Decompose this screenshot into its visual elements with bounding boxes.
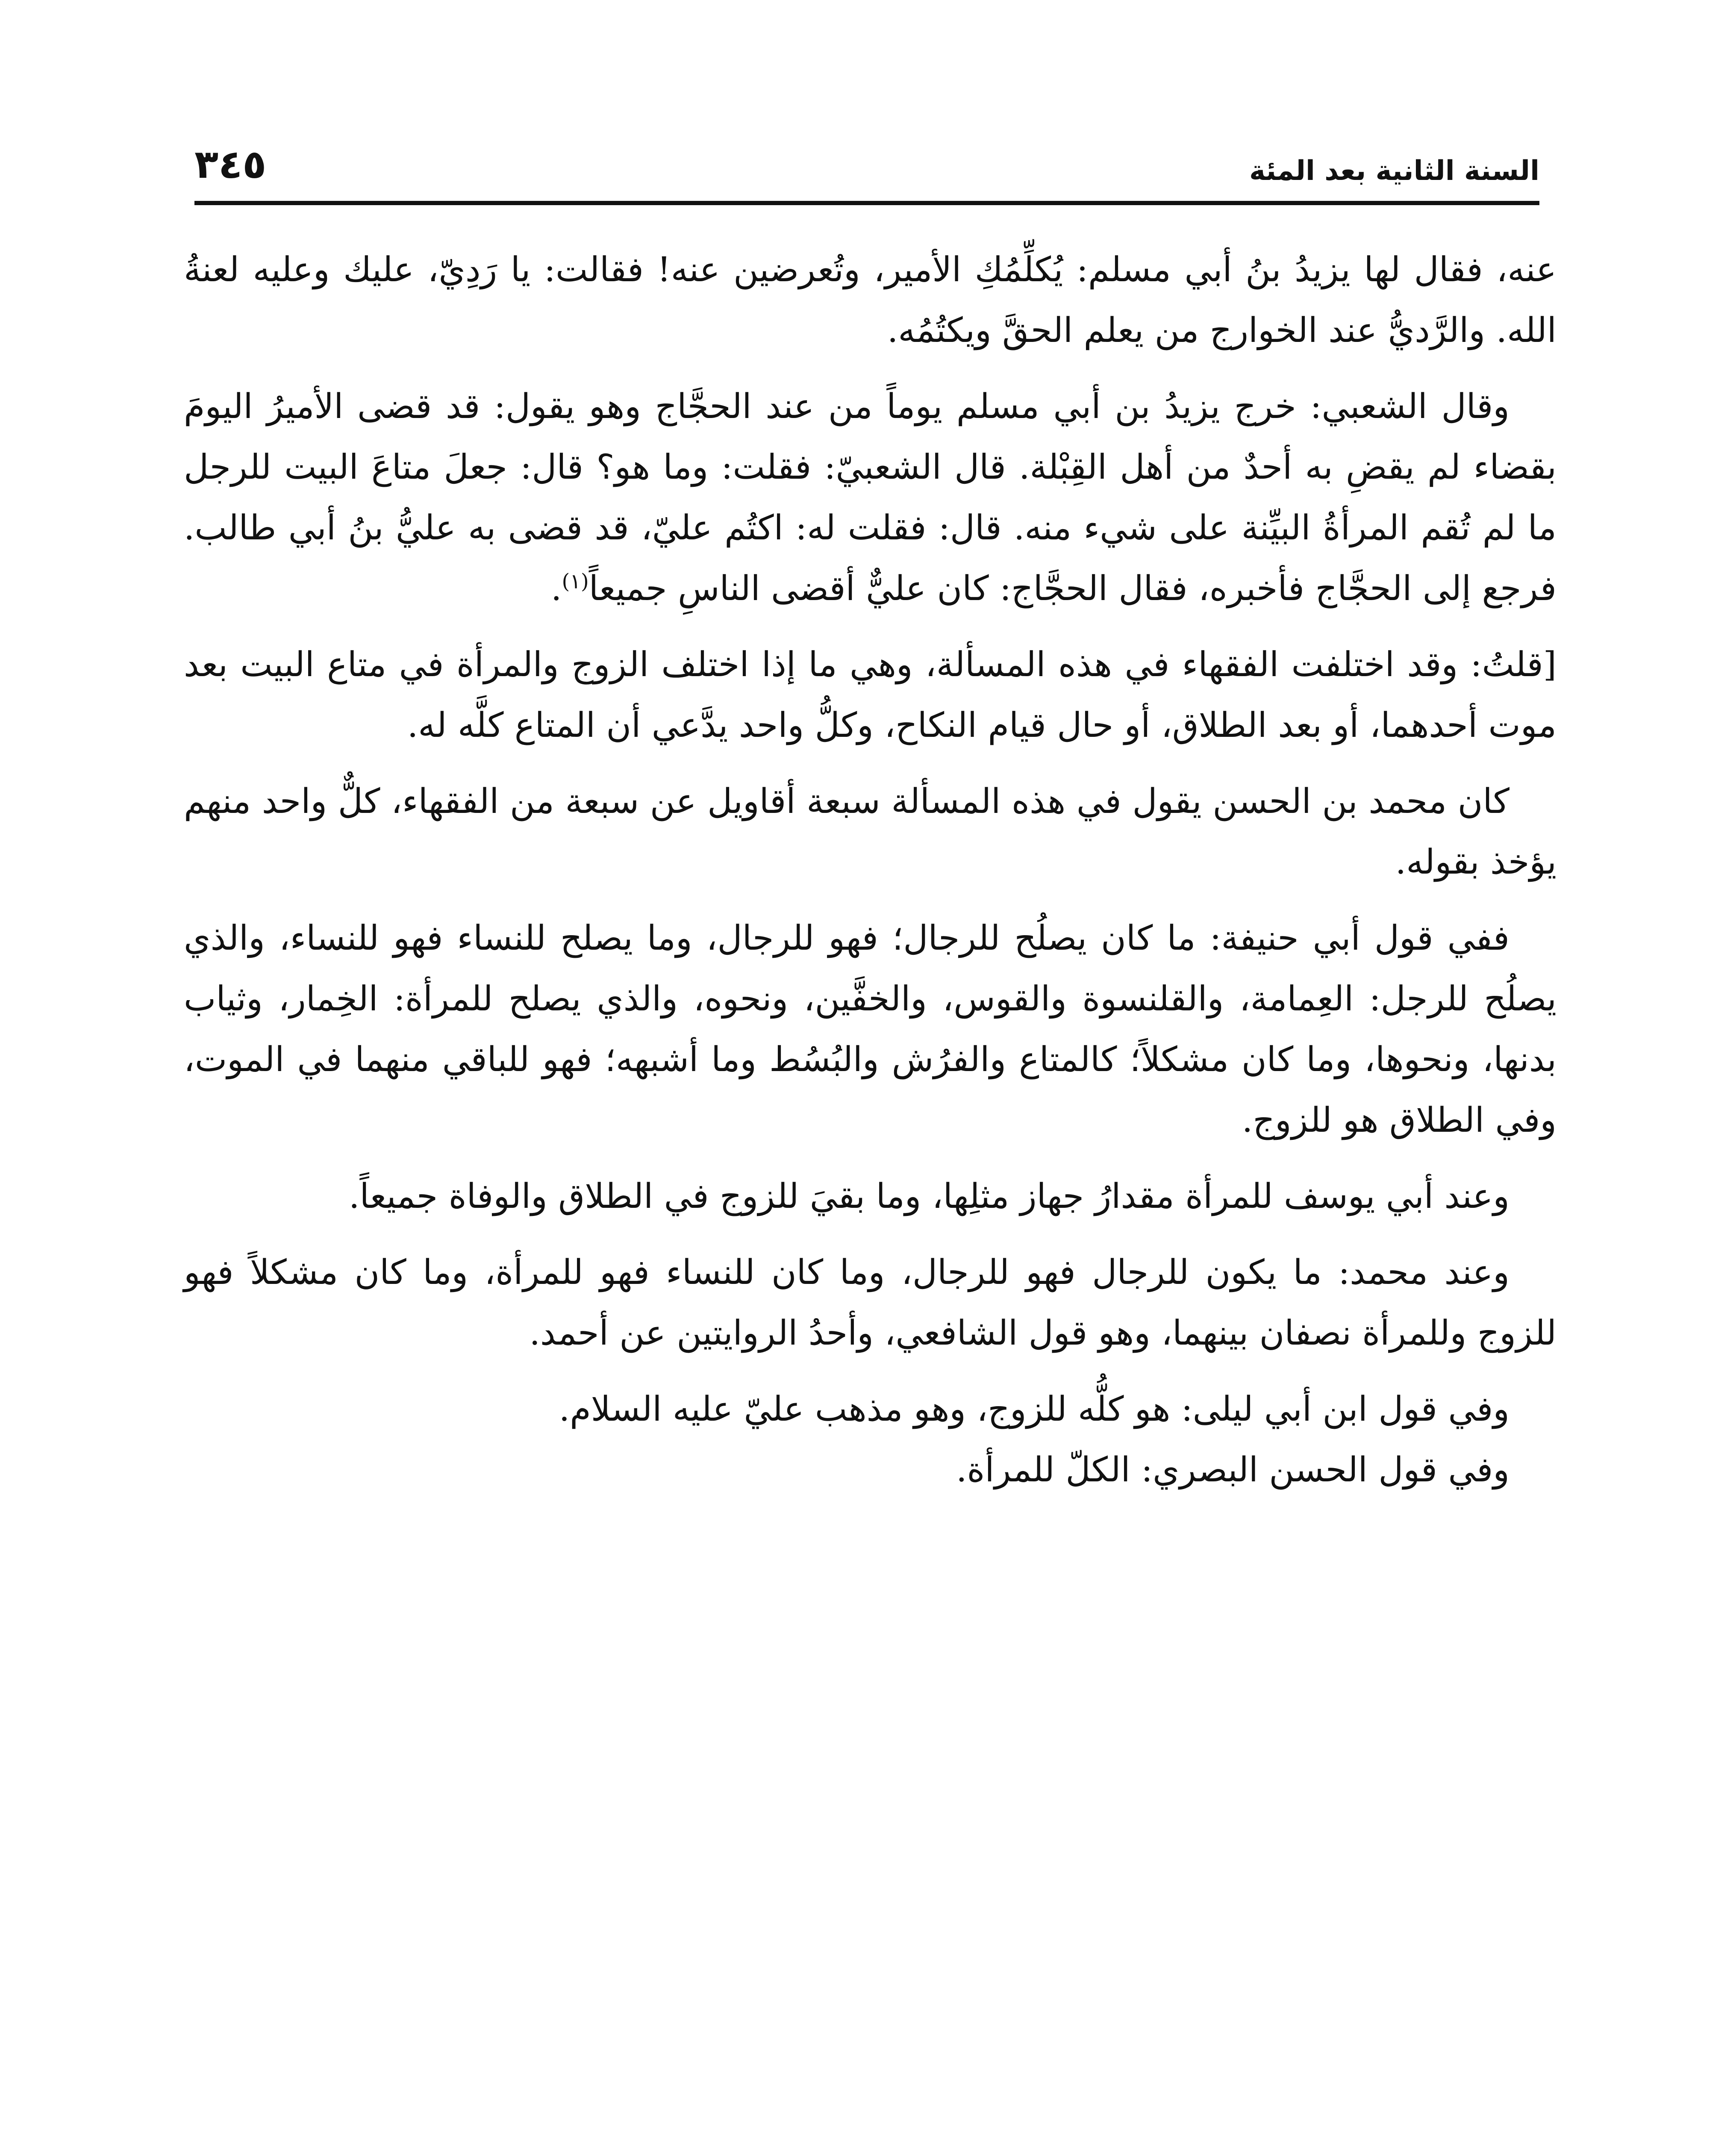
paragraph-2-end: .	[551, 568, 562, 608]
footnote-reference-1[interactable]: (١)	[562, 569, 589, 594]
paragraph-9: وفي قول الحسن البصري: الكلّ للمرأة.	[956, 1450, 1509, 1489]
paragraph-2	[184, 376, 1557, 619]
paragraph-6: وعند أبي يوسف للمرأة مقدارُ جهاز مثلِها، وما بقيَ للزوج في الطلاق والوفاة جميعاً.	[349, 1176, 1509, 1216]
body-text	[184, 239, 1557, 1500]
running-title: السنة الثانية بعد المئة	[1249, 155, 1539, 187]
paragraph-4: كان محمد بن الحسن يقول في هذه المسألة سبعة أقاويل عن سبعة من الفقهاء، كلٌّ واحد منهم يؤخذ بقوله.	[184, 781, 1557, 882]
header-rule	[194, 201, 1539, 205]
paragraph-5: ففي قول أبي حنيفة: ما كان يصلُح للرجال؛ فهو للرجال، وما يصلح للنساء فهو للنساء، والذي يصلُح للرجل: العِمامة، والقلنسوة والقوس، والخفَّين، ونحوه، والذي يصلح للمرأة: الخِمار، وثياب بدنها، ونحوها، وما كان مشكلاً؛ كالمتاع والفرُش والبُسُط وما أشبهه؛ فهو للباقي منهما في الموت، وفي الطلاق هو للزوج.	[184, 918, 1557, 1140]
paragraph-1: عنه، فقال لها يزيدُ بنُ أبي مسلم: يُكلِّمُكِ الأمير، وتُعرضين عنه! فقالت: يا رَدِيّ، عليك وعليه لعنةُ الله. والرَّديُّ عند الخوارج من يعلم الحقَّ ويكتُمُه.	[184, 250, 1557, 350]
paragraph-8: وفي قول ابن أبي ليلى: هو كلُّه للزوج، وهو مذهب عليّ عليه السلام.	[559, 1389, 1509, 1429]
page-number: ٣٤٥	[194, 141, 267, 187]
paragraph-2-text: وقال الشعبي: خرج يزيدُ بن أبي مسلم يوماً من عند الحجَّاج وهو يقول: قد قضى الأميرُ اليومَ بقضاء لم يقضِ به أحدٌ من أهل القِبْلة. قال الشعبيّ: فقلت: وما هو؟ قال: جعلَ متاعَ البيت للرجل ما لم تُقم المرأةُ البيِّنة على شيء منه. قال: فقلت له: اكتُم عليّ، قد قضى به عليُّ بنُ أبي طالب. فرجع إلى الحجَّاج فأخبره، فقال الحجَّاج: كان عليٌّ أقضى الناسِ جميعاً	[184, 386, 1557, 608]
paragraph-7: وعند محمد: ما يكون للرجال فهو للرجال، وما كان للنساء فهو للمرأة، وما كان مشكلاً فهو للزوج وللمرأة نصفان بينهما، وهو قول الشافعي، وأحدُ الروايتين عن أحمد.	[184, 1252, 1557, 1353]
page-header	[194, 128, 1539, 197]
paragraph-3: [قلتُ: وقد اختلفت الفقهاء في هذه المسألة، وهي ما إذا اختلف الزوج والمرأة في متاع البيت بعد موت أحدهما، أو بعد الطلاق، أو حال قيام النكاح، وكلُّ واحد يدَّعي أن المتاع كلَّه له.	[184, 645, 1557, 745]
